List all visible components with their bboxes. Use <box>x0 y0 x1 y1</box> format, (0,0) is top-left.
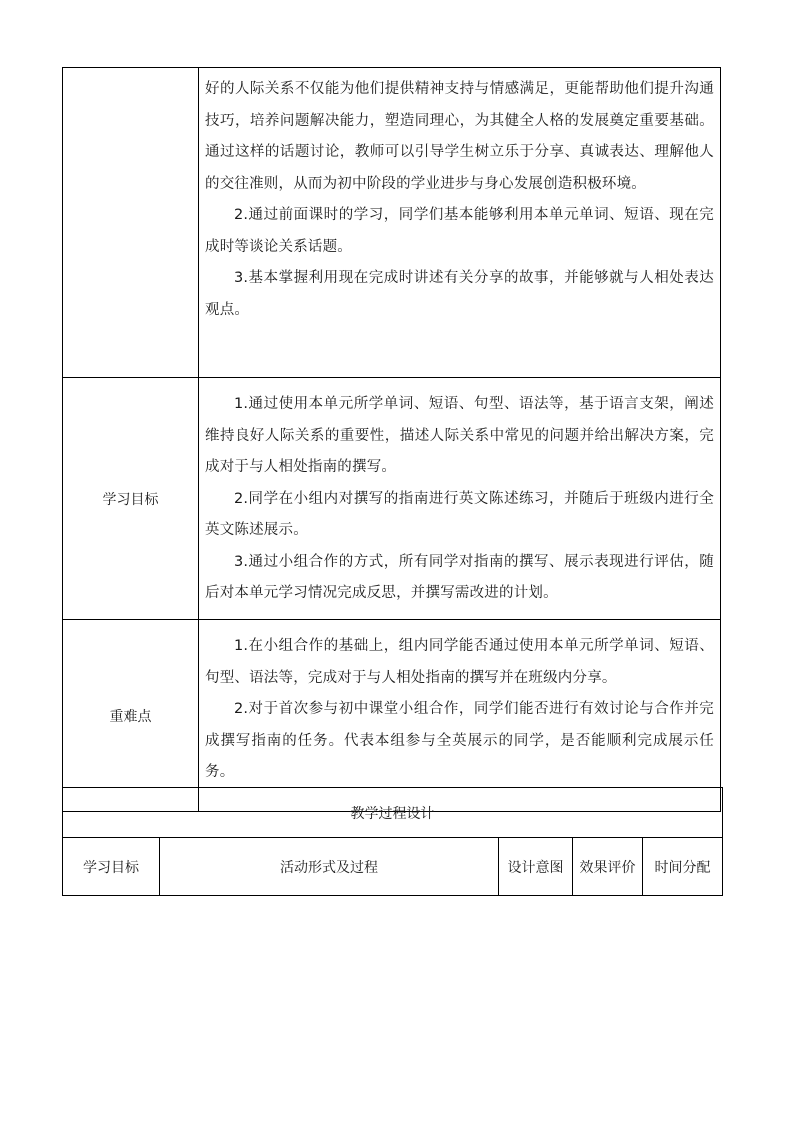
table-row <box>63 378 721 620</box>
paragraph: 2.通过前面课时的学习，同学们基本能够利用本单元单词、短语、现在完成时等谈论关系话题。 <box>205 207 714 255</box>
paragraph: 2.同学在小组内对撰写的指南进行英文陈述练习，并随后于班级内进行全英文陈述展示。 <box>205 490 714 538</box>
background-content <box>199 68 721 378</box>
row-label-key-points: 重难点 <box>63 620 199 812</box>
header-cell: 学习目标 <box>63 838 160 896</box>
header-cell: 效果评价 <box>573 838 643 896</box>
table-row <box>63 620 721 812</box>
row-label <box>63 68 199 378</box>
table-row <box>63 68 721 378</box>
paragraph: 1.在小组合作的基础上，组内同学能否通过使用本单元所学单词、短语、句型、语法等，完成对于与人相处指南的撰写并在班级内分享。 <box>205 638 714 686</box>
key-points-content <box>199 620 721 812</box>
table-title: 教学过程设计 <box>63 788 723 838</box>
header-cell: 时间分配 <box>643 838 723 896</box>
header-cell: 活动形式及过程 <box>160 838 499 896</box>
paragraph: 好的人际关系不仅能为他们提供精神支持与情感满足，更能帮助他们提升沟通技巧，培养问题解决能力，塑造同理心，为其健全人格的发展奠定重要基础。通过这样的话题讨论，教师可以引导学生树立乐于分享、真诚表达、理解他人的交往准则，从而为初中阶段的学业进步与身心发展创造积极环境。 <box>205 81 714 192</box>
paragraph: 3.基本掌握利用现在完成时讲述有关分享的故事，并能够就与人相处表达观点。 <box>205 270 714 318</box>
table-header-row <box>63 838 723 896</box>
row-label-learning-goals: 学习目标 <box>63 378 199 620</box>
header-cell: 设计意图 <box>499 838 573 896</box>
learning-goals-content <box>199 378 721 620</box>
paragraph: 3.通过小组合作的方式，所有同学对指南的撰写、展示表现进行评估，随后对本单元学习情况完成反思，并撰写需改进的计划。 <box>205 553 714 601</box>
paragraph: 2.对于首次参与初中课堂小组合作，同学们能否进行有效讨论与合作并完成撰写指南的任务。代表本组参与全英展示的同学，是否能顺利完成展示任务。 <box>205 701 714 780</box>
lesson-plan-table <box>62 67 721 812</box>
teaching-process-table <box>62 787 723 896</box>
paragraph: 1.通过使用本单元所学单词、短语、句型、语法等，基于语言支架，阐述维持良好人际关系的重要性，描述人际关系中常见的问题并给出解决方案，完成对于与人相处指南的撰写。 <box>205 396 714 475</box>
table-title-row <box>63 788 723 838</box>
